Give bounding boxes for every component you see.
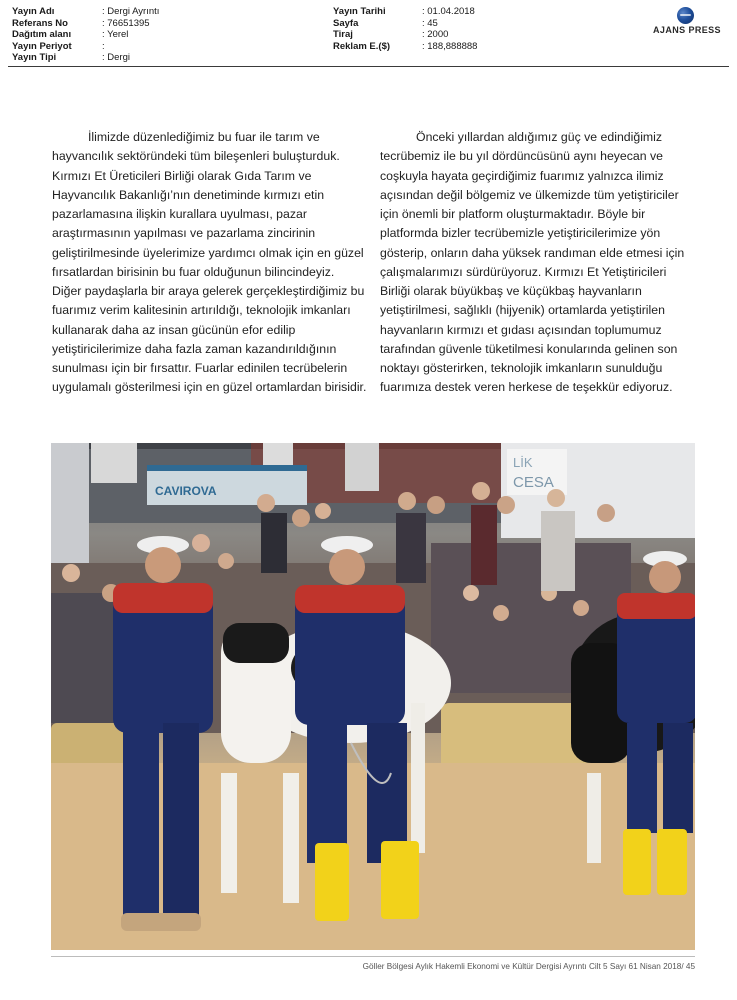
meta-label: Sayfa (333, 17, 359, 29)
meta-label: Reklam E.($) (333, 40, 391, 52)
spectator-head (547, 489, 565, 507)
spectator-head (463, 585, 479, 601)
handler-left (113, 536, 213, 931)
banner-text-lik: LİK (513, 455, 533, 470)
spectator-head (573, 600, 589, 616)
meta-label: Dağıtım alanı (12, 29, 72, 41)
yellow-boot (315, 843, 349, 921)
meta-row-sayfa (333, 18, 477, 30)
handler-red-shoulder (295, 585, 405, 613)
meta-left-block (12, 6, 159, 64)
handler-shoes (121, 913, 201, 931)
spectator-head (62, 564, 80, 582)
handler-leg (627, 723, 657, 833)
spectator-head (493, 605, 509, 621)
spectator-head (315, 503, 331, 519)
photo-illustration (51, 443, 695, 950)
meta-row-referans (12, 18, 159, 30)
article-column-left (52, 128, 367, 398)
cow-head-patch (223, 623, 289, 663)
meta-label: Yayın Periyot (12, 40, 72, 52)
spectator-head (218, 553, 234, 569)
header-divider (8, 66, 729, 67)
yellow-boot (657, 829, 687, 895)
banner-text-cavirova: CAVIROVA (155, 484, 217, 498)
meta-row-tarih (333, 6, 477, 18)
spectator-body (261, 513, 287, 573)
handler-face (145, 547, 181, 583)
spectator-body (541, 511, 575, 591)
footer-divider (51, 956, 695, 957)
spectator-head (398, 492, 416, 510)
meta-value: : Dergi Ayrıntı (102, 6, 160, 17)
meta-value: : 188,888888 (422, 40, 478, 52)
spectator-body (471, 505, 497, 585)
handler-leg (307, 723, 347, 863)
spectator-head (597, 504, 615, 522)
meta-row-dagitim (12, 29, 159, 41)
meta-row-periyot (12, 41, 159, 53)
meta-label: Yayın Adı (12, 6, 55, 17)
handler-red-shoulder (617, 593, 695, 619)
cow-leg (283, 773, 299, 903)
cow-leg (221, 773, 237, 893)
meta-row-yayin-adi (12, 6, 159, 18)
spectator-head (427, 496, 445, 514)
meta-label: Yayın Tipi (12, 52, 57, 64)
handler-face (649, 561, 681, 593)
meta-value: : 01.04.2018 (422, 6, 475, 17)
globe-icon (677, 7, 694, 24)
hanging-banner (91, 443, 137, 483)
handler-red-shoulder (113, 583, 213, 613)
banner-text-cesa: CESA (513, 474, 554, 491)
meta-row-tiraj (333, 29, 477, 41)
meta-label: Referans No (12, 17, 68, 29)
meta-label: Tiraj (333, 29, 353, 41)
meta-value: : 76651395 (102, 17, 150, 29)
meta-row-reklam (333, 41, 477, 53)
handler-face (329, 549, 365, 585)
handler-leg (123, 723, 159, 923)
cow-leg (411, 703, 425, 853)
meta-value: : 45 (422, 17, 438, 29)
article-paragraph-right: Önceki yıllardan aldığımız güç ve edindiğimiz tecrübemiz ile bu yıl dördüncüsünü aynı heyecan ve coşkuyla hayata geçirdiğimiz fuarımız yalnızca ilimiz açısından değil bölgemiz ve ülkemizde tüm yetiştiriciler için önemli bir platform oluşturmaktadır. Böyle bir platformda bizler tecrübemizle yetiştiricilerimize yön gösterip, onların daha yüksek randıman elde etmesi için çalışmalarımızı sürdürüyoruz. Kırmızı Et Yetiştiricileri Birliği olarak büyükbaş ve küçükbaş hayvanların yetiştirilmesi, sağlıklı (hijyenik) ortamlarda yetiştirilen hayvanların kırmızı et gıdası açısından toplumumuz tarafından güvenle tüketilmesi konularında gelinen son noktayı gösterirken, teknolojik imkanların sunulduğu fuarımıza destek veren herkese de teşekkür ediyoruz. (380, 130, 685, 395)
meta-value: : 2000 (422, 29, 449, 41)
cow-leg (587, 773, 601, 863)
yellow-boot (623, 829, 651, 895)
hanging-banner (345, 443, 379, 491)
meta-value: : (102, 40, 105, 52)
meta-value: : Yerel (102, 29, 129, 41)
logo-text: AJANS PRESS (653, 25, 721, 35)
banner-stripe (147, 465, 307, 471)
spectator-head (497, 496, 515, 514)
yellow-boot (381, 841, 419, 919)
meta-label: Yayın Tarihi (333, 6, 386, 17)
meta-row-tip (12, 52, 159, 64)
spectator-head (192, 534, 210, 552)
meta-value: : Dergi (102, 52, 130, 64)
spectator-head (472, 482, 490, 500)
spectator-head (292, 509, 310, 527)
handler-leg (163, 723, 199, 923)
article-paragraph-left: İlimizde düzenlediğimiz bu fuar ile tarım ve hayvancılık sektöründeki tüm bileşenleri buluşturduk. Kırmızı Et Üreticileri Birliği olarak Gıda Tarım ve Hayvancılık Bakanlığı’nın denetiminde kırmızı etin pazarlamasına ilişkin kurallara uyulması, pazar araştırmasının yapılması ve pazarlama zincirinin geliştirilmesinde üyelerimize yardımcı olmak için en güzel fırsatlardan birisinin bu fuar olduğunun bilincindeyiz. Diğer paydaşlarla bir araya gelerek gerçekleştirdiğimiz bu fuarımız verim kalitesinin artırıldığı, teknolojik imkanları kullanarak daha az insan gücünün efor edilip yetiştiricilerimize daha fazla zaman kazandırıldığının sunulması için bir fırsattır. Fuarlar edinilen tecrübelerin uygulamalı gösterilmesi için en güzel ortamlardan birisidir. (52, 130, 367, 395)
handler-leg (663, 723, 693, 833)
article-column-right (380, 128, 696, 398)
spectator-head (257, 494, 275, 512)
ajans-press-logo (647, 7, 727, 37)
livestock-fair-photo (51, 443, 695, 950)
spectator-body (396, 513, 426, 583)
meta-middle-block (333, 6, 477, 52)
page-footer: Göller Bölgesi Aylık Hakemli Ekonomi ve Kültür Dergisi Ayrıntı Cilt 5 Sayı 61 Nisan 2018/ 45 (362, 962, 695, 971)
